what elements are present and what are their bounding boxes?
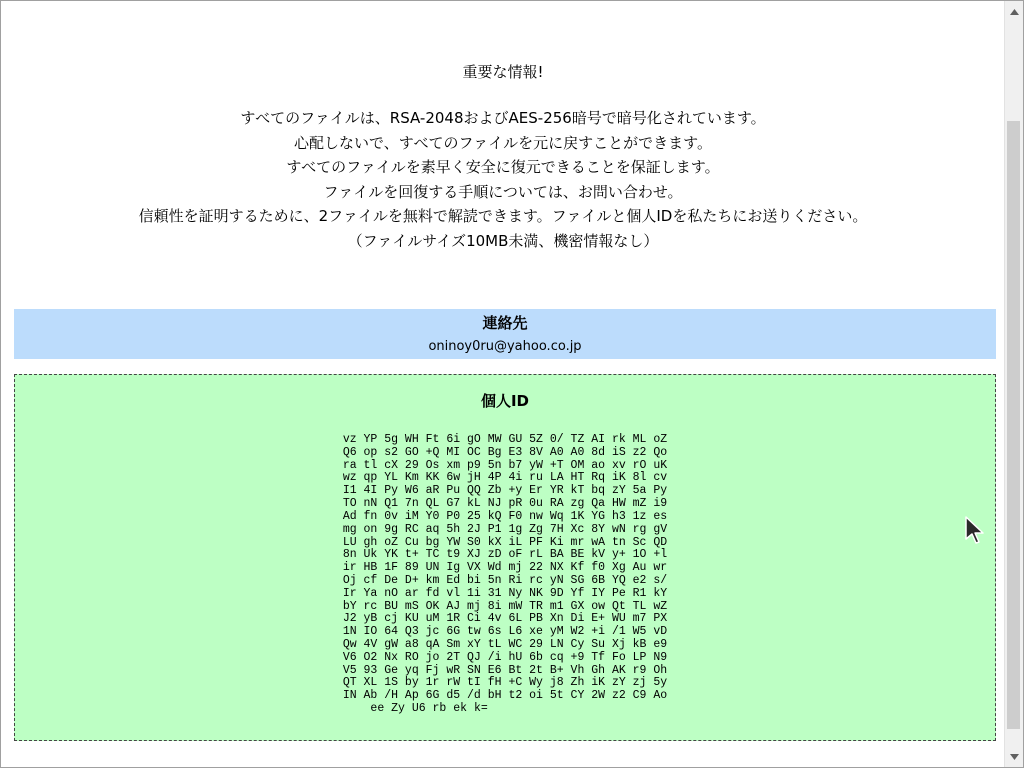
notice-title: 重要な情報! xyxy=(462,63,544,81)
personal-id-heading: 個人ID xyxy=(480,392,530,410)
contact-email[interactable]: oninoy0ru@yahoo.co.jp xyxy=(428,339,582,354)
mouse-pointer-icon xyxy=(964,515,986,545)
notice-line: ファイルを回復する手順については、お問い合わせ。 xyxy=(323,182,683,201)
contact-heading: 連絡先 xyxy=(482,314,528,332)
notice-line: すべてのファイルを素早く安全に復元できることを保証します。 xyxy=(286,158,720,177)
personal-id-section xyxy=(14,374,996,741)
scrollbar-thumb[interactable] xyxy=(1007,121,1020,729)
vertical-scrollbar[interactable] xyxy=(1004,1,1023,767)
notice-line: 信頼性を証明するために、2ファイルを無料で解読できます。ファイルと個人IDを私たちにお送りください。 xyxy=(138,207,868,226)
page-content xyxy=(1,1,1005,767)
scroll-up-arrow-icon[interactable] xyxy=(1005,3,1023,20)
notice-line: （ファイルサイズ10MB未満、機密情報なし） xyxy=(347,231,659,250)
contact-section xyxy=(14,309,996,359)
notice-section xyxy=(1,61,1005,254)
notice-line: 心配しないで、すべてのファイルを元に戻すことができます。 xyxy=(294,133,712,152)
personal-id-code[interactable]: vz YP 5g WH Ft 6i gO MW GU 5Z 0/ TZ AI rk ML oZ Q6 op s2 GO +Q MI OC Bg E3 8V A0 A0 8d iS z2 Qo ra tl cX 29 Os xm p9 5n b7 yW +T OM ao xv rO uK wz qp YL Km KK 6w jH 4P 4i ru LA HT Rq iK 8l cv I1 4I Py W6 aR Pu QQ Zb +y Er YR kT bq zY 5a Py TO nN Q1 7n QL G7 kL NJ pR 0u RA zg Qa HW mZ i9 Ad fn 0v iM Y0 P0 25 kQ F0 nw Wq 1K YG h3 1z es mg on 9g RC aq 5h 2J P1 1g Zg 7H Xc 8Y wN rg gV LU gh oZ Cu bg YW S0 kX iL PF Ki mr wA tn Sc QD 8n Uk YK t+ TC t9 XJ zD oF rL BA BE kV y+ 1O +l ir HB 1F 89 UN Ig VX Wd mj 22 NX Kf f0 Xg Au wr Oj cf De D+ km Ed bi 5n Ri rc yN SG 6B YQ e2 s/ Ir Ya nO ar fd vl 1i 31 Ny NK 9D Yf IY Pe R1 kY bY rc BU mS OK AJ mj 8i mW TR m1 GX ow Qt TL wZ J2 yB cj KU uM 1R Ci 4v 6L PB Xn Di E+ WU m7 PX 1N IO 64 Q3 jc 6G tw 6s L6 xe yM W2 +i /1 W5 vD Qw 4V gW a8 qA Sm xY tL WC 29 LN Cy Su Xj kB e9 V6 O2 Nx RO jo 2T QJ /i hU 6b cq +9 Tf Fo LP N9 V5 93 Ge yq Fj wR SN E6 Bt 2t B+ Vh Gh AK r9 Oh QT XL 1S by 1r rW tI fH +C Wy j8 Zh iK zY zj 5y IN Ab /H Ap 6G d5 /d bH t2 oi 5t CY 2W z2 C9 Ao ee Zy U6 rb ek k= xyxy=(342,433,668,716)
scroll-down-arrow-icon[interactable] xyxy=(1005,748,1023,765)
notice-line: すべてのファイルは、RSA-2048およびAES-256暗号で暗号化されています。 xyxy=(240,109,766,127)
